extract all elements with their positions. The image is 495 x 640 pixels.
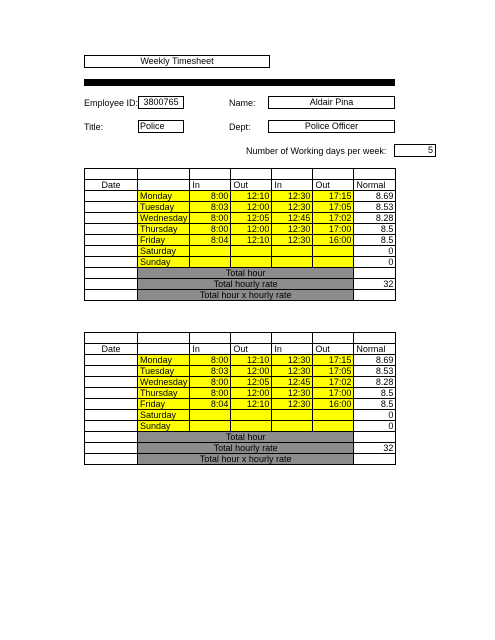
day-cell[interactable]: Monday	[138, 190, 190, 201]
day-cell[interactable]: Saturday	[138, 245, 190, 256]
time-out-2-cell[interactable]: 17:00	[313, 223, 354, 234]
time-in-2-cell[interactable]: 12:30	[272, 387, 313, 398]
table-row	[85, 256, 396, 267]
day-cell[interactable]: Sunday	[138, 420, 190, 431]
timesheet-title: Weekly Timesheet	[84, 55, 270, 68]
table-row	[85, 190, 396, 201]
dept-label: Dept:	[229, 122, 251, 132]
total-x-rate-row	[85, 453, 396, 464]
time-in-2-cell[interactable]: 12:30	[272, 354, 313, 365]
table-row	[85, 223, 396, 234]
working-days-field[interactable]: 5	[394, 144, 436, 157]
normal-hours-cell: 8.53	[354, 201, 396, 212]
header-in-2: In	[272, 343, 313, 354]
normal-hours-cell: 8.28	[354, 212, 396, 223]
title-field[interactable]: Police	[138, 120, 184, 133]
time-in-1-cell[interactable]	[190, 245, 231, 256]
time-in-1-cell[interactable]: 8:00	[190, 223, 231, 234]
time-out-1-cell[interactable]: 12:10	[231, 354, 272, 365]
header-normal: Normal	[354, 343, 396, 354]
table-row	[85, 354, 396, 365]
table-row	[85, 212, 396, 223]
time-in-2-cell[interactable]	[272, 409, 313, 420]
total-hour-value	[354, 431, 396, 442]
time-out-1-cell[interactable]	[231, 245, 272, 256]
time-in-1-cell[interactable]: 8:00	[190, 376, 231, 387]
time-out-1-cell[interactable]: 12:00	[231, 201, 272, 212]
day-cell[interactable]: Friday	[138, 234, 190, 245]
total-hourly-rate-label: Total hourly rate	[138, 442, 354, 453]
normal-hours-cell: 8.5	[354, 234, 396, 245]
table-row	[85, 376, 396, 387]
time-out-2-cell[interactable]: 17:15	[313, 354, 354, 365]
day-cell[interactable]: Wednesday	[138, 212, 190, 223]
time-in-2-cell[interactable]	[272, 245, 313, 256]
time-in-1-cell[interactable]: 8:00	[190, 387, 231, 398]
header-out-1: Out	[231, 343, 272, 354]
total-hourly-rate-value[interactable]: 32	[354, 278, 396, 289]
day-cell[interactable]: Friday	[138, 398, 190, 409]
table-row	[85, 409, 396, 420]
time-out-1-cell[interactable]	[231, 256, 272, 267]
time-out-1-cell[interactable]: 12:00	[231, 365, 272, 376]
table-row	[85, 234, 396, 245]
time-in-2-cell[interactable]	[272, 420, 313, 431]
time-out-1-cell[interactable]: 12:05	[231, 376, 272, 387]
normal-hours-cell: 8.5	[354, 223, 396, 234]
time-out-2-cell[interactable]: 17:05	[313, 365, 354, 376]
time-out-2-cell[interactable]	[313, 409, 354, 420]
normal-hours-cell: 8.28	[354, 376, 396, 387]
header-in-1: In	[190, 179, 231, 190]
total-hourly-rate-value[interactable]: 32	[354, 442, 396, 453]
time-out-2-cell[interactable]: 17:02	[313, 376, 354, 387]
normal-hours-cell: 8.5	[354, 398, 396, 409]
day-cell[interactable]: Monday	[138, 354, 190, 365]
time-in-2-cell[interactable]: 12:30	[272, 234, 313, 245]
name-field[interactable]: Aldair Pina	[268, 96, 395, 109]
total-hourly-rate-row	[85, 278, 396, 289]
time-in-2-cell[interactable]: 12:30	[272, 398, 313, 409]
day-cell[interactable]: Tuesday	[138, 365, 190, 376]
time-out-1-cell[interactable]	[231, 409, 272, 420]
normal-hours-cell: 8.53	[354, 365, 396, 376]
normal-hours-cell: 8.69	[354, 354, 396, 365]
table-row	[85, 420, 396, 431]
total-hour-label: Total hour	[138, 431, 354, 442]
time-in-1-cell[interactable]: 8:04	[190, 398, 231, 409]
normal-hours-cell: 0	[354, 256, 396, 267]
header-out-2: Out	[313, 179, 354, 190]
time-out-2-cell[interactable]: 17:02	[313, 212, 354, 223]
name-label: Name:	[229, 98, 256, 108]
normal-hours-cell: 0	[354, 409, 396, 420]
total-hour-row	[85, 431, 396, 442]
timesheet-table-1	[84, 168, 396, 301]
time-out-2-cell[interactable]	[313, 420, 354, 431]
total-hourly-rate-label: Total hourly rate	[138, 278, 354, 289]
header-in-2: In	[272, 179, 313, 190]
time-out-2-cell[interactable]: 17:00	[313, 387, 354, 398]
day-cell[interactable]: Tuesday	[138, 201, 190, 212]
time-in-2-cell[interactable]: 12:30	[272, 223, 313, 234]
total-hour-row	[85, 267, 396, 278]
time-in-1-cell[interactable]: 8:00	[190, 190, 231, 201]
employee-id-field[interactable]: 3800765	[138, 96, 184, 109]
time-out-1-cell[interactable]: 12:10	[231, 398, 272, 409]
time-in-1-cell[interactable]: 8:04	[190, 234, 231, 245]
total-x-rate-label: Total hour x hourly rate	[138, 453, 354, 464]
day-cell[interactable]: Sunday	[138, 256, 190, 267]
total-x-rate-value	[354, 289, 396, 300]
time-in-1-cell[interactable]: 8:03	[190, 365, 231, 376]
time-in-2-cell[interactable]	[272, 256, 313, 267]
table-header-row	[85, 179, 396, 190]
day-cell[interactable]: Wednesday	[138, 376, 190, 387]
total-hour-value	[354, 267, 396, 278]
header-date: Date	[85, 343, 138, 354]
table-header-row	[85, 343, 396, 354]
timesheet-table-2	[84, 332, 396, 465]
table-row	[85, 387, 396, 398]
time-out-2-cell[interactable]: 17:15	[313, 190, 354, 201]
header-out-1: Out	[231, 179, 272, 190]
time-in-1-cell[interactable]	[190, 409, 231, 420]
time-out-1-cell[interactable]: 12:05	[231, 212, 272, 223]
day-cell[interactable]: Saturday	[138, 409, 190, 420]
time-in-2-cell[interactable]: 12:30	[272, 365, 313, 376]
time-in-2-cell[interactable]: 12:45	[272, 376, 313, 387]
time-out-2-cell[interactable]: 16:00	[313, 234, 354, 245]
time-out-2-cell[interactable]	[313, 256, 354, 267]
table-row	[85, 245, 396, 256]
time-out-1-cell[interactable]: 12:10	[231, 234, 272, 245]
employee-id-label: Employee ID:	[84, 98, 139, 108]
normal-hours-cell: 8.5	[354, 387, 396, 398]
time-out-1-cell[interactable]: 12:00	[231, 387, 272, 398]
day-cell[interactable]: Thursday	[138, 387, 190, 398]
header-divider-bar	[84, 79, 395, 86]
time-out-2-cell[interactable]	[313, 245, 354, 256]
header-out-2: Out	[313, 343, 354, 354]
working-days-label: Number of Working days per week:	[246, 146, 387, 156]
total-x-rate-row	[85, 289, 396, 300]
table-row	[85, 201, 396, 212]
table-row	[85, 398, 396, 409]
time-out-2-cell[interactable]: 17:05	[313, 201, 354, 212]
normal-hours-cell: 0	[354, 245, 396, 256]
time-in-2-cell[interactable]: 12:30	[272, 190, 313, 201]
time-in-1-cell[interactable]: 8:03	[190, 201, 231, 212]
total-x-rate-label: Total hour x hourly rate	[138, 289, 354, 300]
time-out-1-cell[interactable]: 12:00	[231, 223, 272, 234]
table-row	[85, 365, 396, 376]
header-date: Date	[85, 179, 138, 190]
header-in-1: In	[190, 343, 231, 354]
table-spacer-row	[85, 169, 396, 180]
time-in-1-cell[interactable]	[190, 420, 231, 431]
time-in-1-cell[interactable]	[190, 256, 231, 267]
total-x-rate-value	[354, 453, 396, 464]
normal-hours-cell: 0	[354, 420, 396, 431]
time-out-1-cell[interactable]: 12:10	[231, 190, 272, 201]
time-in-1-cell[interactable]: 8:00	[190, 354, 231, 365]
total-hour-label: Total hour	[138, 267, 354, 278]
header-normal: Normal	[354, 179, 396, 190]
normal-hours-cell: 8.69	[354, 190, 396, 201]
day-cell[interactable]: Thursday	[138, 223, 190, 234]
table-spacer-row	[85, 333, 396, 344]
title-label: Title:	[84, 122, 104, 132]
dept-field[interactable]: Police Officer	[268, 120, 395, 133]
time-in-2-cell[interactable]: 12:30	[272, 201, 313, 212]
time-in-1-cell[interactable]: 8:00	[190, 212, 231, 223]
total-hourly-rate-row	[85, 442, 396, 453]
time-out-1-cell[interactable]	[231, 420, 272, 431]
time-in-2-cell[interactable]: 12:45	[272, 212, 313, 223]
time-out-2-cell[interactable]: 16:00	[313, 398, 354, 409]
